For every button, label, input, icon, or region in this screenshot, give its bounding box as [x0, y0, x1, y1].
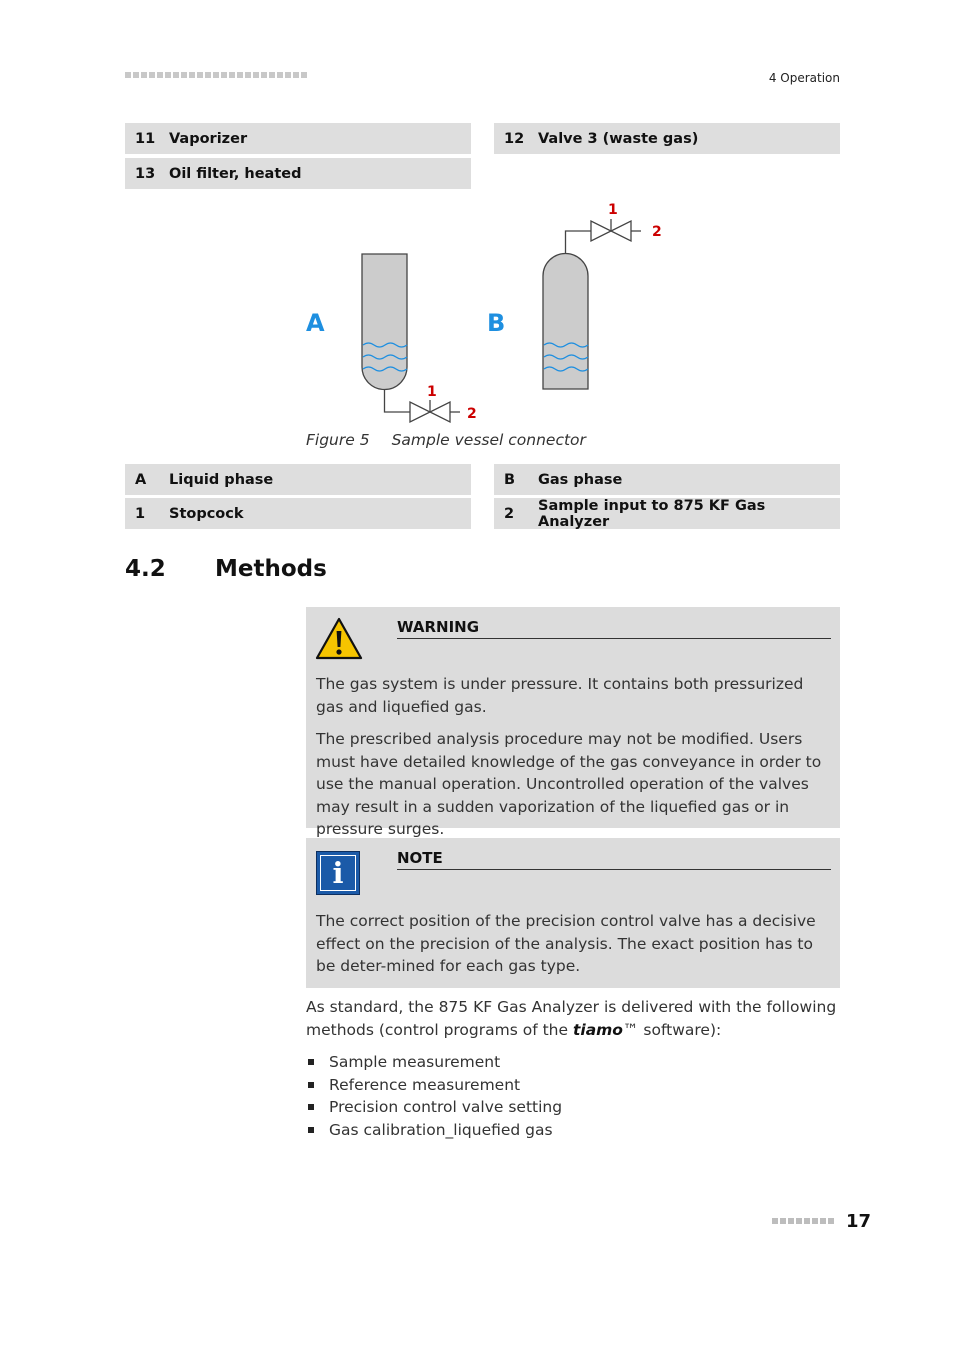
callout-1-b: 1	[608, 202, 618, 218]
legend-item: A Liquid phase	[125, 464, 471, 495]
warning-triangle-icon	[315, 617, 363, 660]
warning-heading: WARNING	[397, 618, 831, 639]
warning-paragraph: The prescribed analysis procedure may not be modified. Users must have detailed knowledge of the gas conveyance in order to use the manual operation. Uncontrolled operation of the valves may result in a sudden vaporization of the liquefied gas or in pressure surges.	[316, 730, 822, 838]
figure-caption	[306, 431, 586, 449]
figure-caption-text: Sample vessel connector	[391, 431, 586, 449]
footer-dots-decoration	[772, 1218, 840, 1226]
legend-item: B Gas phase	[494, 464, 840, 495]
info-icon: i	[316, 851, 360, 895]
legend-item: 11 Vaporizer	[125, 123, 471, 154]
list-item: Gas calibration_liquefied gas	[306, 1119, 840, 1142]
header-dots-decoration	[125, 72, 307, 80]
vessel-b	[543, 219, 641, 389]
callout-1-a: 1	[427, 384, 437, 400]
legend-item: 13 Oil filter, heated	[125, 158, 471, 189]
brand-name: tiamo	[572, 1020, 623, 1039]
callout-2-b: 2	[652, 224, 662, 240]
section-number: 4.2	[125, 556, 166, 582]
chapter-title: 4 Operation	[768, 71, 840, 85]
note-heading: NOTE	[397, 849, 831, 870]
methods-list	[306, 1051, 840, 1141]
list-item: Precision control valve setting	[306, 1096, 840, 1119]
figure-number: Figure 5	[306, 431, 370, 449]
methods-intro: As standard, the 875 KF Gas Analyzer is delivered with the following methods (control programs of the tiamo™ software):	[306, 998, 837, 1039]
note-box	[306, 838, 840, 988]
list-item: Reference measurement	[306, 1074, 840, 1097]
list-item: Sample measurement	[306, 1051, 840, 1074]
section-heading	[125, 556, 327, 582]
legend-item: 2 Sample input to 875 KF Gas Analyzer	[494, 498, 840, 529]
warning-paragraph: The gas system is under pressure. It contains both pressurized gas and liquefied gas.	[316, 675, 804, 716]
label-a: A	[306, 309, 325, 337]
warning-box	[306, 607, 840, 838]
sample-vessel-diagram	[300, 195, 680, 430]
section-title: Methods	[215, 556, 327, 582]
callout-2-a: 2	[467, 406, 477, 422]
legend-item: 12 Valve 3 (waste gas)	[494, 123, 840, 154]
legend-item: 1 Stopcock	[125, 498, 471, 529]
page-number: 17	[846, 1211, 872, 1232]
label-b: B	[487, 309, 506, 337]
note-paragraph: The correct position of the precision control valve has a decisive effect on the precision of the analysis. The exact position has to be deter-mined for each gas type.	[316, 912, 816, 975]
vessel-a	[362, 254, 460, 422]
